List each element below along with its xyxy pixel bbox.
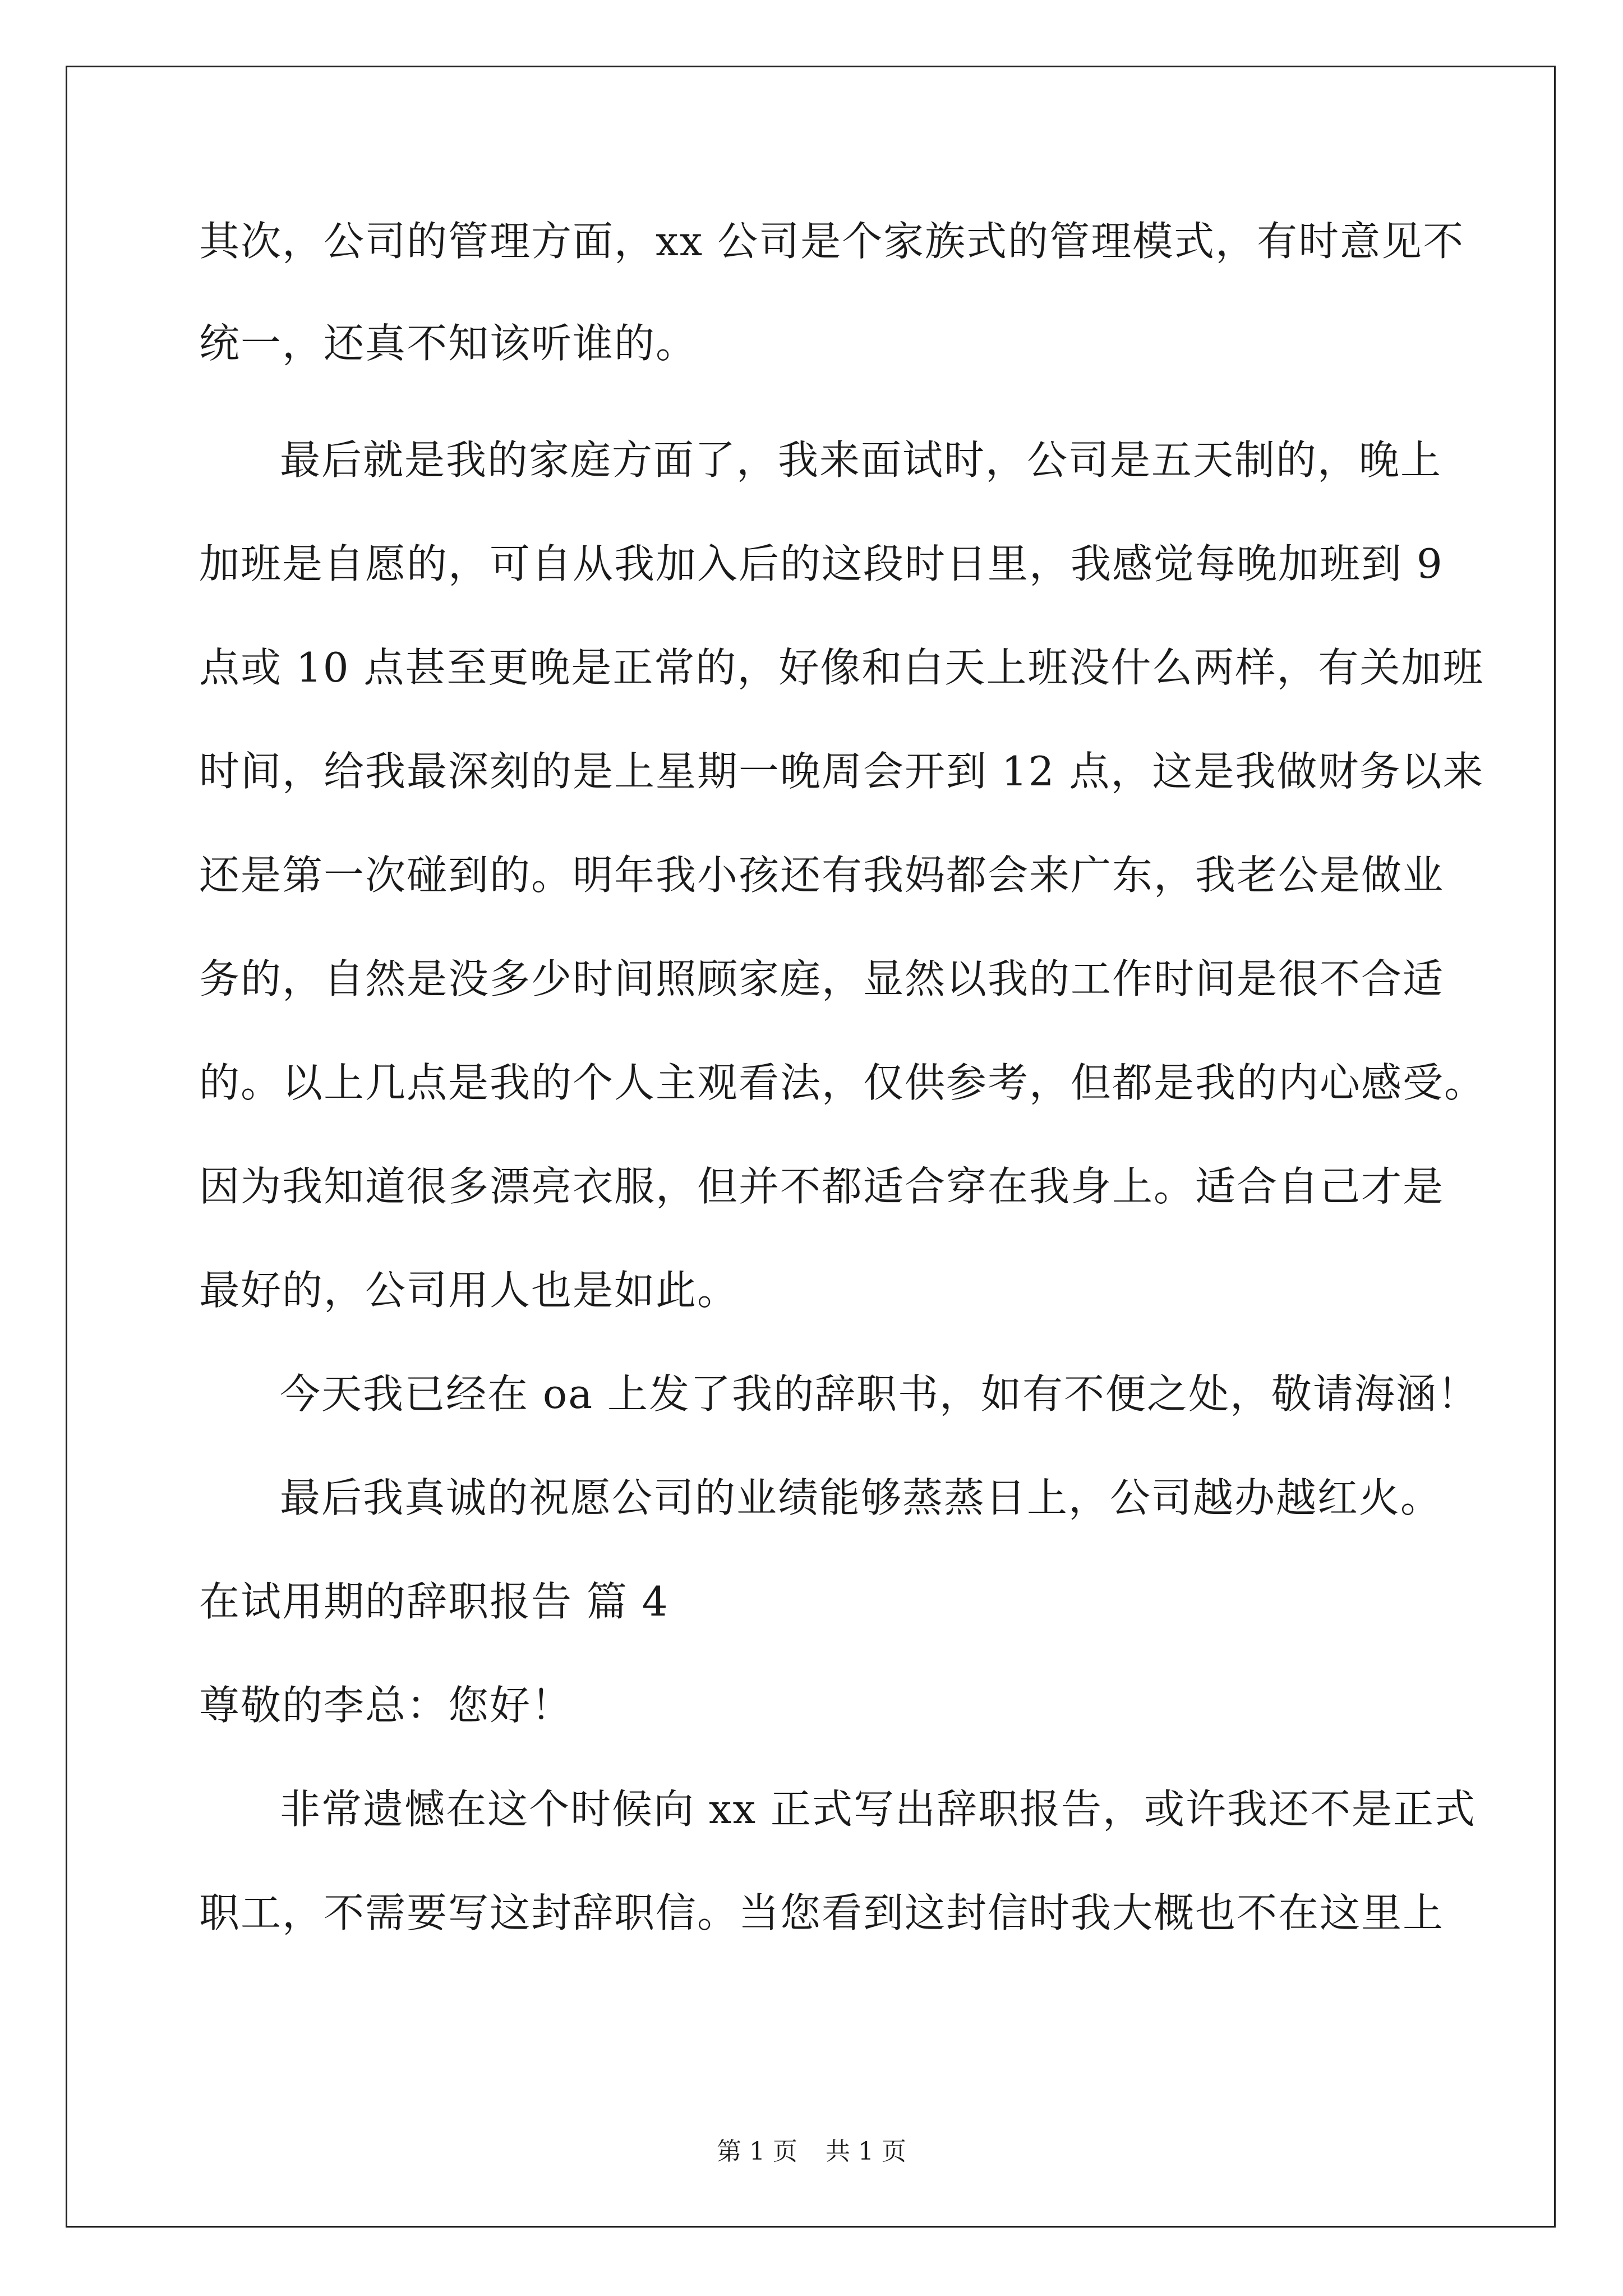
page-number: 第 1 页 [717,2137,797,2166]
text-line: 其次，公司的管理方面，xx 公司是个家族式的管理模式，有时意见不 [199,218,1465,265]
text-line: 因为我知道很多漂亮衣服，但并不都适合穿在我身上。适合自己才是 [199,1163,1445,1210]
section-heading: 在试用期的辞职报告 篇 4 [199,1578,669,1625]
text-line: 最好的，公司用人也是如此。 [199,1267,739,1314]
text-line: 务的，自然是没多少时间照顾家庭，显然以我的工作时间是很不合适 [199,955,1445,1002]
text-line: 的。以上几点是我的个人主观看法，仅供参考，但都是我的内心感受。 [199,1059,1486,1106]
salutation: 尊敬的李总：您好！ [199,1682,573,1729]
text-line: 最后我真诚的祝愿公司的业绩能够蒸蒸日上，公司越办越红火。 [280,1474,1442,1521]
text-line: 点或 10 点甚至更晚是正常的，好像和白天上班没什么两样，有关加班 [199,644,1484,691]
page-total: 共 1 页 [826,2137,906,2166]
text-line: 时间，给我最深刻的是上星期一晚周会开到 12 点，这是我做财务以来 [199,748,1484,795]
text-line: 非常遗憾在这个时候向 xx 正式写出辞职报告，或许我还不是正式 [280,1786,1476,1833]
text-line: 今天我已经在 oa 上发了我的辞职书，如有不便之处，敬请海涵！ [280,1370,1479,1418]
page-footer [0,2135,1623,2169]
text-line: 还是第一次碰到的。明年我小孩还有我妈都会来广东，我老公是做业 [199,852,1445,899]
text-line: 统一，还真不知该听谁的。 [199,320,698,367]
text-line: 加班是自愿的，可自从我加入后的这段时日里，我感觉每晚加班到 9 [199,540,1444,587]
text-line: 职工，不需要写这封辞职信。当您看到这封信时我大概也不在这里上 [199,1889,1445,1936]
text-line: 最后就是我的家庭方面了，我来面试时，公司是五天制的，晚上 [280,436,1442,484]
